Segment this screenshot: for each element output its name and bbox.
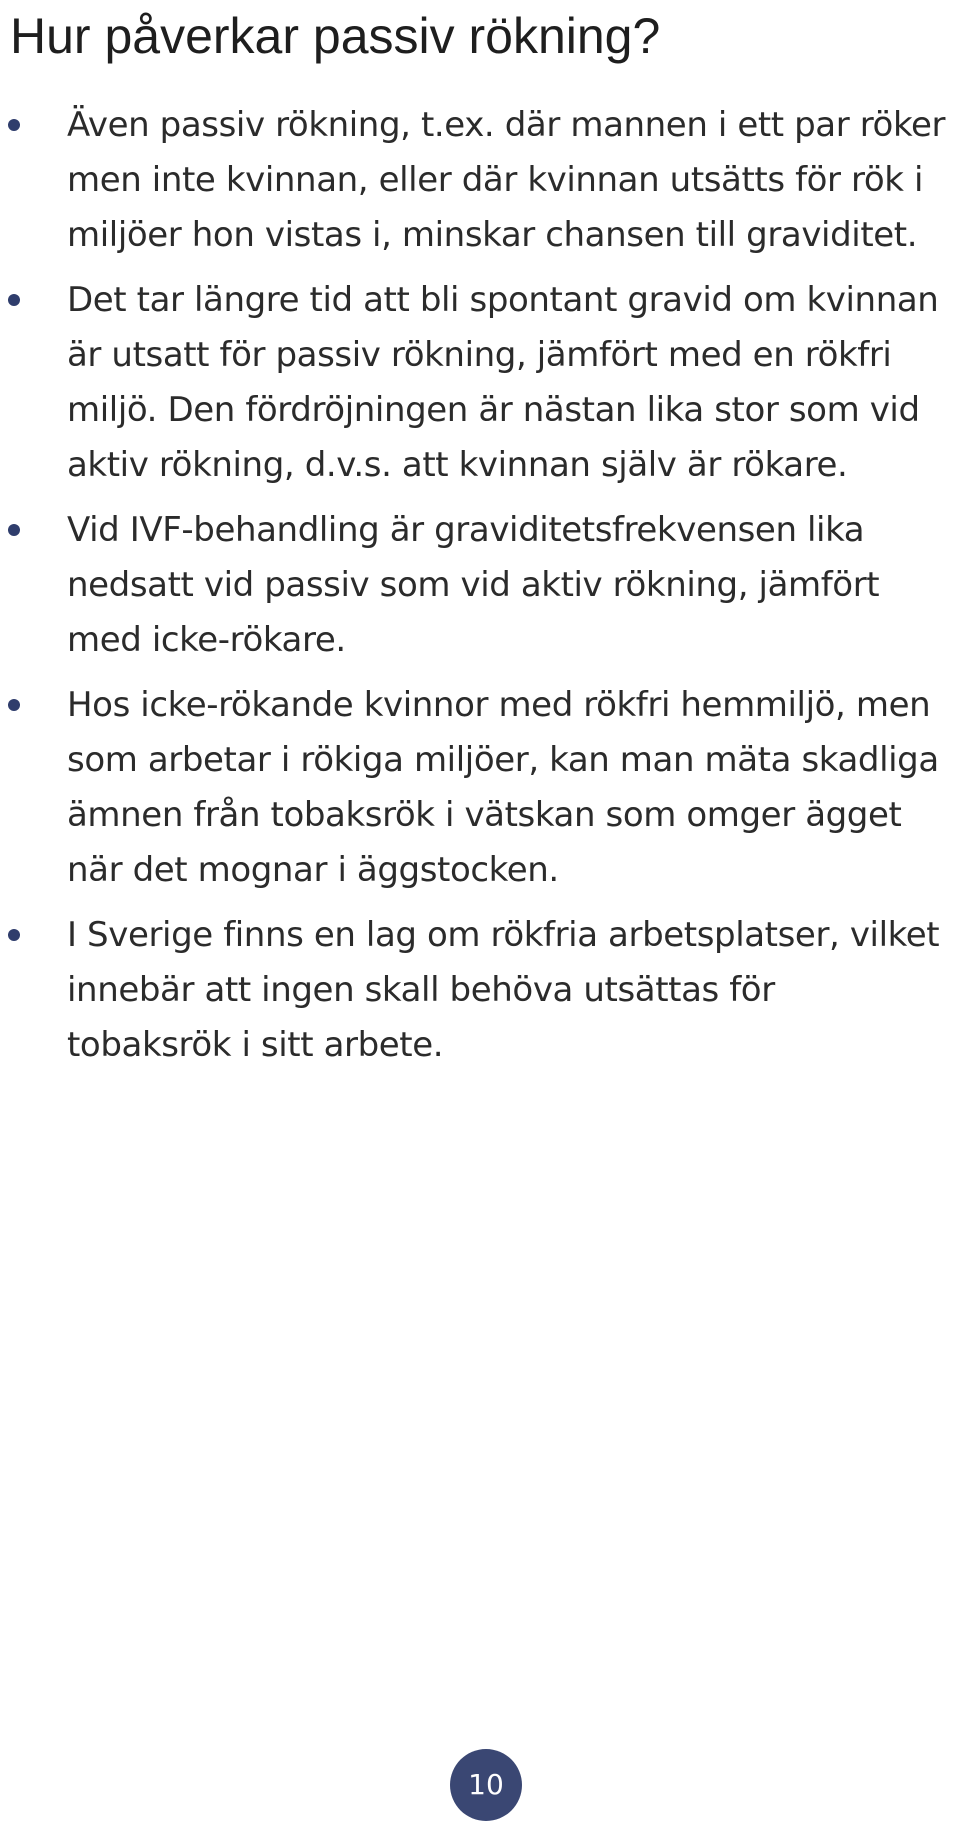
- list-item-text: Vid IVF-behandling är graviditetsfrekvensen lika nedsatt vid passiv som vid aktiv rökning, jämfört med icke-rökare.: [67, 510, 880, 660]
- list-item-text: Även passiv rökning, t.ex. där mannen i ett par röker men inte kvinnan, eller där kvinnan utsätts för rök i miljöer hon vistas i, minskar chansen till graviditet.: [67, 105, 946, 255]
- bullet-icon: [8, 119, 20, 131]
- list-item-text: Hos icke-rökande kvinnor med rökfri hemmiljö, men som arbetar i rökiga miljöer, kan man mäta skadliga ämnen från tobaksrök i vätskan som omger ägget när det mognar i äggstocken.: [67, 685, 939, 890]
- bullet-icon: [8, 699, 20, 711]
- list-item: [67, 273, 947, 493]
- list-item: [67, 678, 947, 898]
- list-item: [67, 98, 947, 263]
- bullet-icon: [8, 294, 20, 306]
- page-title: Hur påverkar passiv rökning?: [10, 8, 661, 64]
- bullet-icon: [8, 524, 20, 536]
- list-item: [67, 908, 947, 1073]
- bullet-icon: [8, 929, 20, 941]
- bullet-list: [67, 98, 947, 1083]
- list-item-text: Det tar längre tid att bli spontant gravid om kvinnan är utsatt för passiv rökning, jämfört med en rökfri miljö. Den fördröjningen är nästan lika stor som vid aktiv rökning, d.v.s. att kvinnan själv är rökare.: [67, 280, 939, 485]
- list-item: [67, 503, 947, 668]
- page-number-badge: 10: [450, 1749, 522, 1821]
- list-item-text: I Sverige finns en lag om rökfria arbetsplatser, vilket innebär att ingen skall behöva utsättas för tobaksrök i sitt arbete.: [67, 915, 940, 1065]
